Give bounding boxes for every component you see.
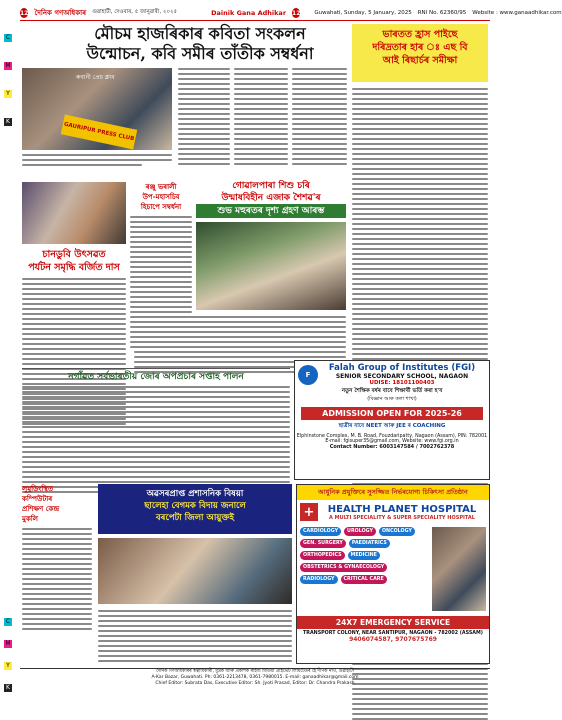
hospital-name: HEALTH PLANET HOSPITAL: [327, 503, 477, 515]
department-chip: ORTHOPEDICS: [300, 551, 345, 560]
goalpara-headline-line3: শুভ মহুৰতৰ দৃশ্য গ্ৰহণ আৰম্ভ: [196, 204, 346, 218]
computer-headline: [22, 484, 92, 524]
cmyk-mark-y: Y: [4, 90, 12, 98]
banner-gauripur-press-club: GAURIPUR PRESS CLUB: [61, 115, 138, 150]
falah-title: Falah Group of Institutes (FGI): [328, 363, 476, 373]
small-headline-line1: ৰঞ্জু ভৰালী: [145, 182, 177, 191]
lead-story-column1: [178, 68, 230, 165]
falah-admission-banner: ADMISSION OPEN FOR 2025-26: [301, 407, 483, 420]
health-planet-ad[interactable]: [296, 484, 490, 664]
lead-headline-line2: উন্মোচন, কবি সমীৰ তাঁতীক সম্বৰ্ধনা: [86, 44, 314, 63]
chanduli-photo: [22, 182, 126, 244]
masthead: [20, 6, 562, 21]
computer-headline-line4: মুকলি: [22, 514, 39, 523]
page-number-left: 12: [20, 9, 29, 17]
footer: [20, 668, 490, 687]
falah-email: E-mail: fgisuper35@gmail.com, Website: www.fgi.org.in: [325, 439, 459, 444]
falah-address: Elphinstone Complex, M. B. Road, Fouzdaripatty, Nagaon (Assam), PIN: 782001: [296, 434, 488, 439]
paper-name-en: Dainik Gana Adhikar: [211, 9, 287, 17]
small-headline-line2: উপ-মহাসচিব: [142, 192, 180, 201]
paper-name: দৈনিক গণঅধিকাৰ: [34, 9, 87, 17]
cmyk-marks-top: [4, 34, 12, 126]
lead-headline: [55, 24, 345, 64]
side-headline-line1: ভাৰতত হ্ৰাস পাইছে: [382, 29, 458, 40]
chanduli-headline-line1: চানডুবি উৎসৱত: [42, 249, 106, 260]
small-story-headline: [130, 182, 192, 212]
department-chip: RADIOLOGY: [300, 575, 338, 584]
website: Website : www.ganaadhikar.com: [472, 10, 562, 16]
falah-contact: Contact Number: 6003147584 / 7002762378: [329, 444, 455, 450]
cmyk-mark-m: M: [5, 640, 11, 647]
hospital-address: TRANSPORT COLONY, NEAR SANTIPUR, NAGAON - 782002 (ASSAM): [303, 631, 483, 636]
footer-line3: Chief Editor: Subrata Das, Executive Editor: Sh. Jyoti Prasad, Editor: Dr. Chandra Prakash: [155, 681, 355, 686]
footer-line2: A-Kar Bazar, Guwahati. Ph: 0361-2213478, 0361-7980015. E-mail: ganaadhikar@gmail.com: [151, 675, 359, 680]
retire-photo: [98, 538, 292, 604]
falah-ad[interactable]: [294, 360, 490, 480]
department-chip: ONCOLOGY: [379, 527, 415, 536]
department-chip: CRITICAL CARE: [341, 575, 387, 584]
department-chip: UROLOGY: [344, 527, 376, 536]
falah-coaching: ছাত্ৰীৰ বাবে NEET আৰু JEE ৰ COACHING: [338, 423, 446, 429]
falah-udise: UDISE: 18101100403: [369, 380, 435, 386]
department-chip: MEDICINE: [348, 551, 380, 560]
retire-headline: [98, 484, 292, 534]
footer-line1: দৈনিক গণঅধিকাৰৰ স্বত্বাধিকাৰী, মুদ্ৰক আৰু প্ৰকাশক ৰাইজ মিডিয়া প্ৰাইভেট লিমিটেডৰ হৈ দীপক নাথ, গুৱাহাটী: [156, 669, 354, 674]
lead-photo: [22, 68, 172, 150]
side-headline-line3: আই ৰিছাৰ্চৰ সমীক্ষা: [382, 55, 458, 66]
department-list: [297, 524, 429, 614]
hospital-cross-icon: +: [300, 503, 318, 521]
computer-headline-line2: কম্পিউটাৰ: [22, 494, 53, 503]
cmyk-marks-bottom: [4, 618, 12, 692]
computer-headline-line3: প্ৰশিক্ষণ কেন্দ্ৰ: [22, 504, 60, 513]
goalpara-headline-line2: উন্মাষবিহীন এজাক শৈশৱ'ৰ: [221, 193, 321, 203]
falah-subtitle: SENIOR SECONDARY SCHOOL, NAGAON: [335, 373, 469, 380]
cmyk-mark-c: C: [5, 618, 11, 625]
falah-note: (বিজ্ঞান আৰু কলা শাখা): [367, 396, 417, 402]
computer-headline-line1: লুমুডিংস্থিত: [22, 484, 54, 493]
cmyk-mark-k: K: [4, 118, 12, 126]
week-headline: নগাঁৱত সৰ্বভাৰতীয় জোৰ অপপ্ৰচাৰ সপ্তাহ পালন: [22, 368, 290, 383]
lead-story-column3: [292, 68, 347, 165]
hospital-phone: 9406074587, 9707675769: [349, 636, 437, 643]
rni-number: RNI No. 62360/95: [417, 10, 467, 16]
chanduli-headline: [22, 248, 126, 274]
small-headline-line3: হিচাপে সম্বৰ্ধনা: [140, 202, 182, 211]
lead-photo-caption: [22, 154, 172, 166]
falah-logo-icon: F: [298, 365, 318, 385]
lead-headline-line1: মৌচম হাজৰিকাৰ কবিতা সংকলন: [94, 24, 306, 43]
hospital-tagline: A MULTI SPECIALITY & SUPER SPECIALITY HOSPITAL: [329, 514, 475, 521]
cmyk-mark-y: Y: [4, 662, 12, 670]
cmyk-mark-c: C: [5, 34, 11, 41]
week-story-body: [22, 386, 290, 493]
cmyk-mark-k: K: [4, 684, 12, 692]
retire-headline-line1: অৱসৰপ্ৰাপ্ত প্ৰশাসনিক বিষয়া: [146, 489, 244, 499]
department-chip: OBSTETRICS & GYNAECOLOGY: [300, 563, 387, 572]
chanduli-headline-line2: পৰ্যটন সমৃদ্ধি বৰ্জিত দাস: [28, 262, 120, 273]
hospital-top-banner: আধুনিক প্ৰযুক্তিৰে সুসজ্জিত নিৰ্ভৰযোগ্য চিকিৎসা প্ৰতিষ্ঠান: [297, 485, 489, 500]
retire-story-body: [98, 610, 292, 662]
cmyk-mark-m: M: [5, 62, 11, 69]
photo-caption-overlay: ৰুবানী প্ৰেচ ক্লাব: [76, 74, 115, 81]
side-headline-line2: দৰিদ্ৰতাৰ হাৰ ঃ এছ বি: [372, 42, 468, 53]
retire-headline-line3: বৰপেটা জিলা আয়ুক্তই: [155, 513, 235, 523]
emergency-banner: 24X7 EMERGENCY SERVICE: [297, 616, 489, 629]
retire-headline-line2: ছালেহা বেগমক বিদায় জনালে: [144, 501, 246, 511]
falah-line-assamese: নতুন শৈক্ষিক বৰ্ষৰ বাবে শিক্ষাৰ্থী ভৰ্তি কৰা হ'ব: [341, 388, 443, 394]
department-chip: PAEDIATRICS: [349, 539, 390, 548]
date-english: Guwahati, Sunday, 5 January, 2025: [314, 10, 412, 16]
date-assamese: গুৱাহাটী, দেওবাৰ, ৫ জানুৱাৰী, ২০২৫: [92, 9, 178, 15]
computer-story-body: [22, 528, 92, 630]
department-chip: GEN. SURGERY: [300, 539, 346, 548]
hospital-building-photo: [432, 527, 486, 611]
goalpara-headline-line1: গোৱালপাৰা শিশু চৰি: [232, 181, 310, 191]
goalpara-headline: [196, 180, 346, 218]
goalpara-photo: [196, 222, 346, 310]
department-chip: CARDIOLOGY: [300, 527, 341, 536]
side-story-headline: [352, 24, 488, 82]
lead-story-column2: [234, 68, 288, 165]
page-number-center: 12: [292, 9, 301, 17]
